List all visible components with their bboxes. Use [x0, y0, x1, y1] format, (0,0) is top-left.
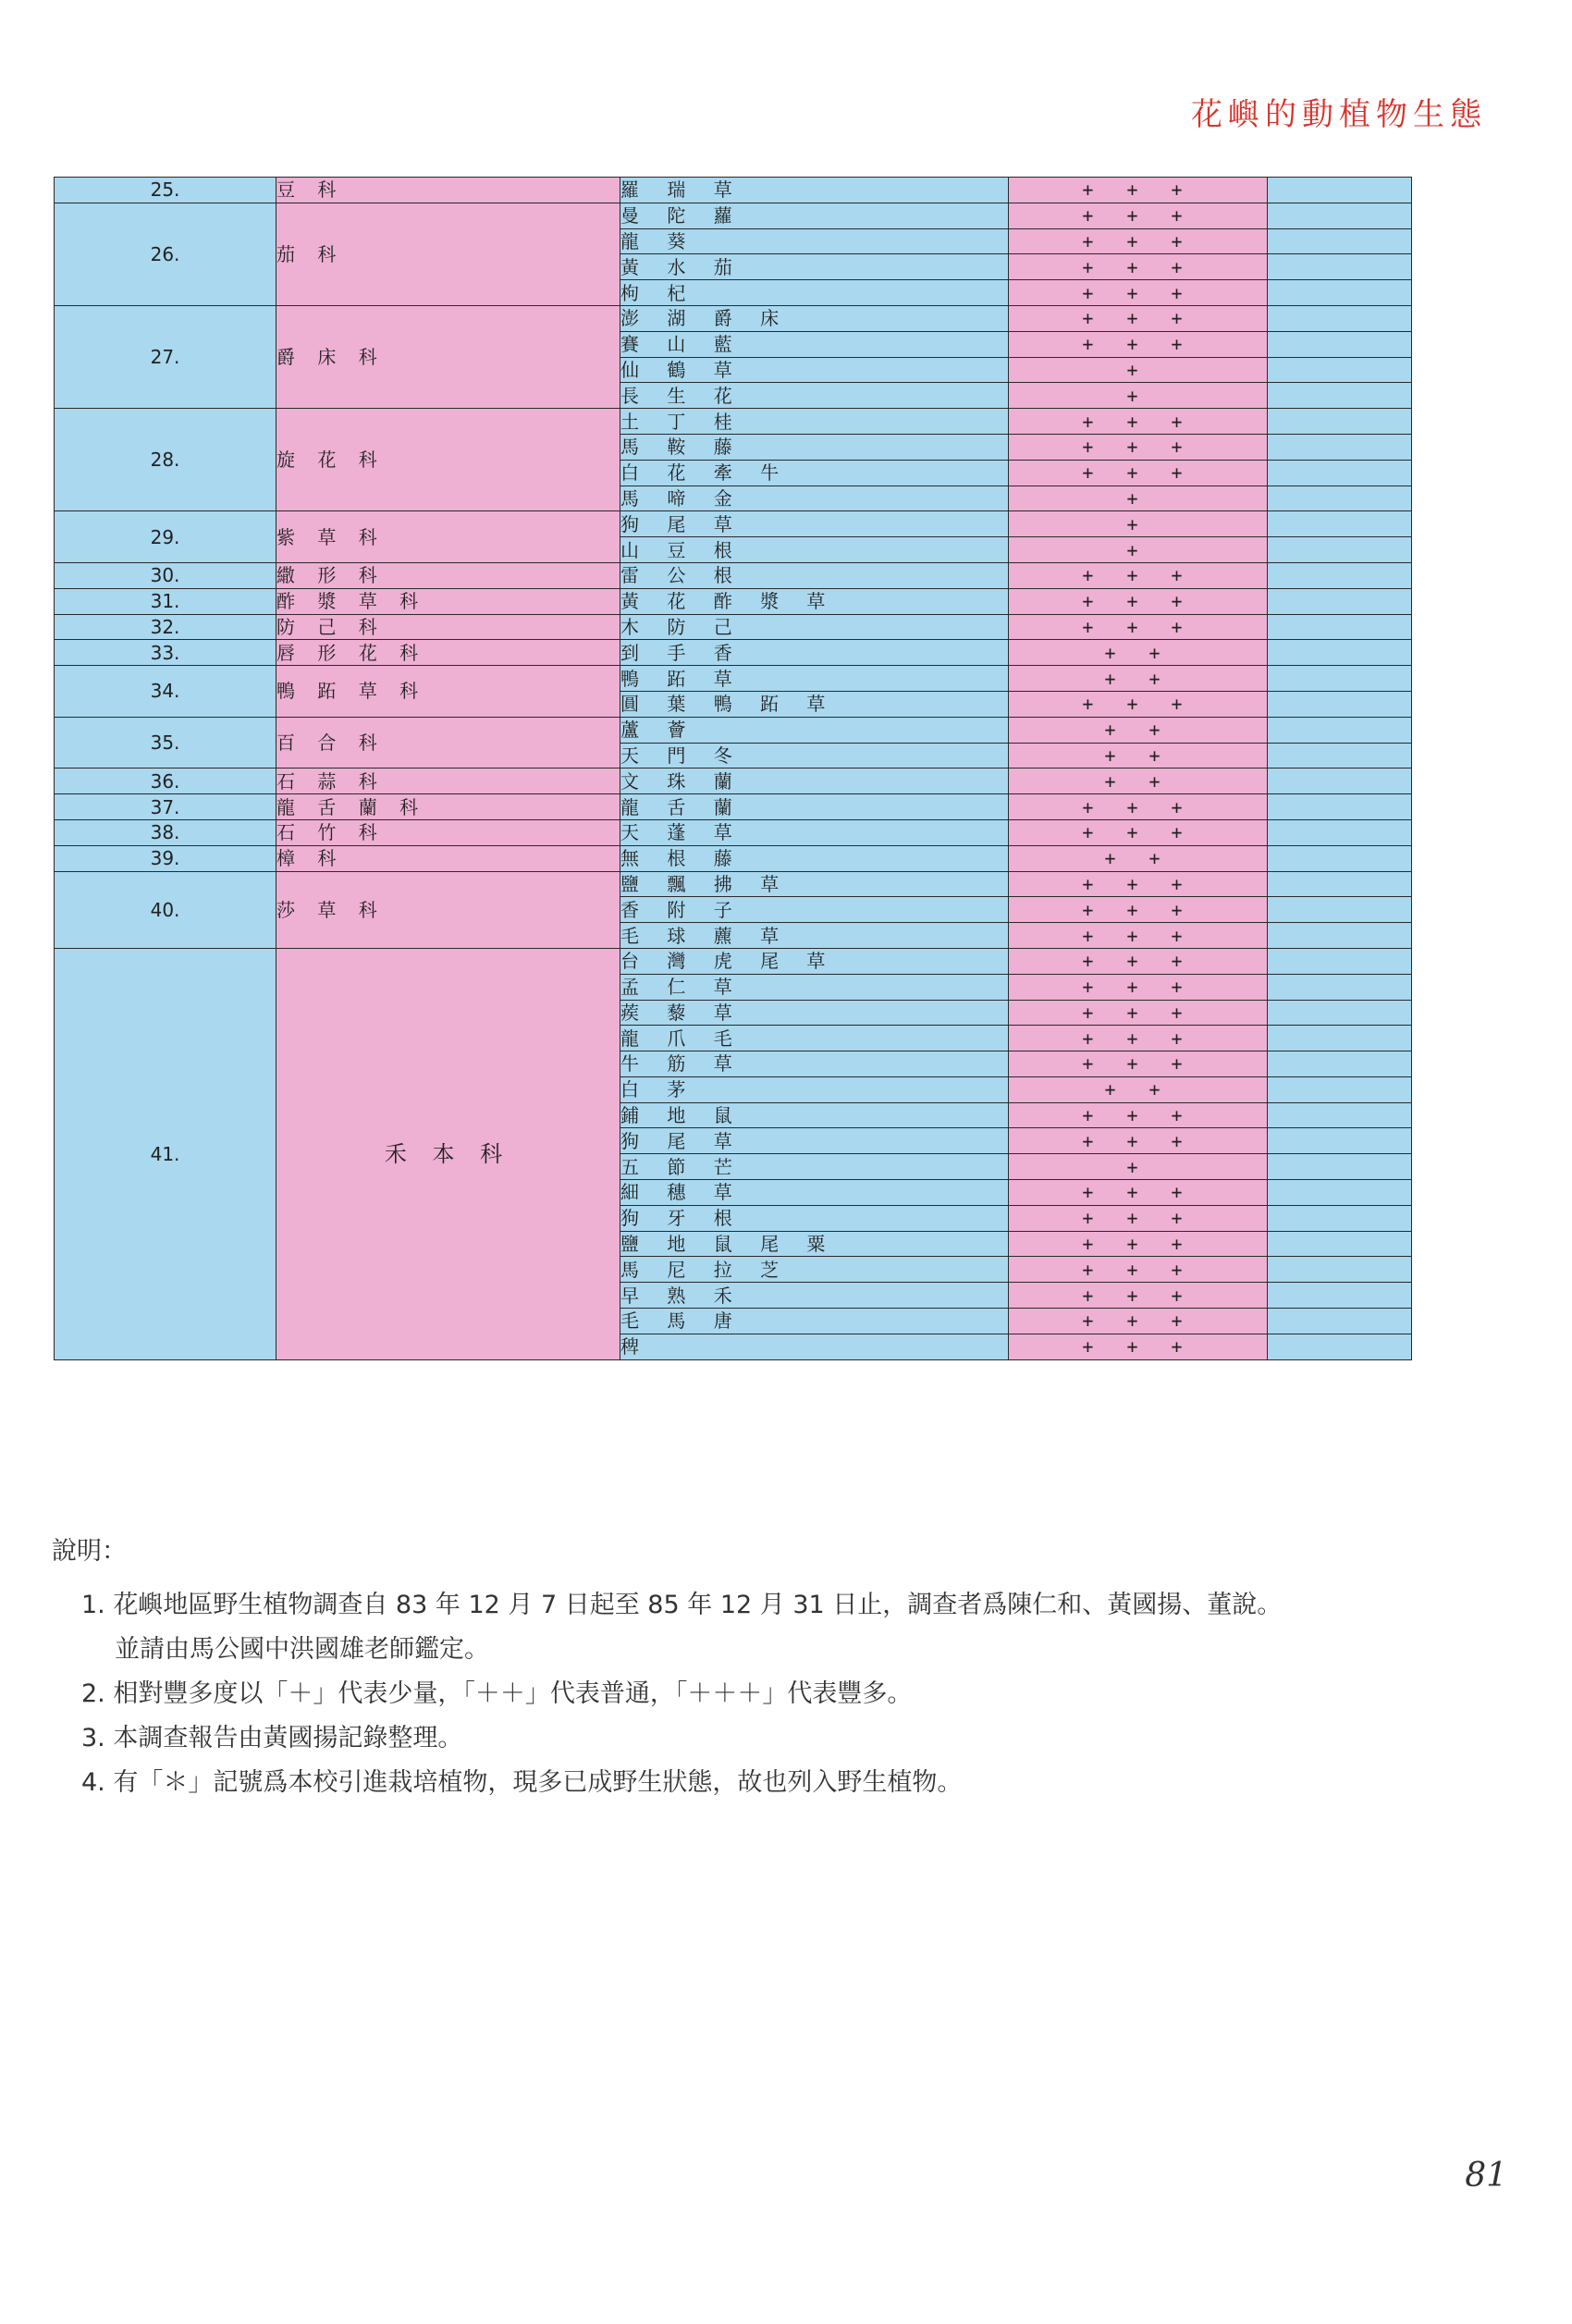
- abundance-cell: + + +: [1009, 897, 1268, 923]
- species-name-cell: 龍 葵: [620, 228, 1009, 254]
- abundance-cell: + + +: [1009, 588, 1268, 614]
- abundance-cell: + + +: [1009, 562, 1268, 588]
- remark-cell: [1268, 537, 1412, 563]
- species-name-cell: 馬 尼 拉 芝: [620, 1257, 1009, 1283]
- family-number-cell: 39.: [55, 845, 276, 871]
- note-item: 1. 花嶼地區野生植物調查自 83 年 12 月 7 日起至 85 年 12 月 31 日止，調查者爲陳仁和、黃國揚、董說。: [81, 1591, 1283, 1619]
- remark-cell: [1268, 743, 1412, 769]
- species-name-cell: 曼 陀 蘿: [620, 203, 1009, 228]
- species-name-cell: 長 生 花: [620, 383, 1009, 409]
- table-row: [55, 769, 1412, 794]
- note-item-continuation: 並請由馬公國中洪國雄老師鑑定。: [115, 1635, 489, 1664]
- abundance-cell: +: [1009, 1154, 1268, 1180]
- species-name-cell: 孟 仁 草: [620, 974, 1009, 1000]
- species-name-cell: 木 防 己: [620, 614, 1009, 640]
- abundance-cell: + + +: [1009, 974, 1268, 1000]
- family-number-cell: 33.: [55, 640, 276, 666]
- abundance-cell: + + +: [1009, 923, 1268, 949]
- remark-cell: [1268, 1257, 1412, 1283]
- family-number-cell: 40.: [55, 871, 276, 948]
- species-name-cell: 香 附 子: [620, 897, 1009, 923]
- abundance-cell: + + +: [1009, 1051, 1268, 1077]
- abundance-cell: +: [1009, 511, 1268, 537]
- species-name-cell: 枸 杞: [620, 280, 1009, 306]
- remark-cell: [1268, 691, 1412, 717]
- abundance-cell: + +: [1009, 717, 1268, 743]
- species-name-cell: 仙 鶴 草: [620, 357, 1009, 383]
- family-name-cell: 龍 舌 蘭 科: [276, 794, 620, 820]
- abundance-cell: + + +: [1009, 794, 1268, 820]
- species-name-cell: 鹽 飄 拂 草: [620, 871, 1009, 897]
- abundance-cell: + + +: [1009, 460, 1268, 486]
- remark-cell: [1268, 1102, 1412, 1128]
- species-name-cell: 馬 啼 金: [620, 486, 1009, 511]
- abundance-cell: + + +: [1009, 1205, 1268, 1231]
- species-name-cell: 蒺 藜 草: [620, 1000, 1009, 1026]
- remark-cell: [1268, 280, 1412, 306]
- abundance-cell: + + +: [1009, 1334, 1268, 1359]
- remark-cell: [1268, 1334, 1412, 1359]
- remark-cell: [1268, 794, 1412, 820]
- family-number-cell: 31.: [55, 588, 276, 614]
- species-name-cell: 龍 舌 蘭: [620, 794, 1009, 820]
- species-name-cell: 蘆 薈: [620, 717, 1009, 743]
- species-name-cell: 毛 馬 唐: [620, 1309, 1009, 1334]
- species-name-cell: 山 豆 根: [620, 537, 1009, 563]
- abundance-cell: + +: [1009, 769, 1268, 794]
- table-row: [55, 666, 1412, 692]
- remark-cell: [1268, 1026, 1412, 1051]
- species-name-cell: 狗 尾 草: [620, 511, 1009, 537]
- remark-cell: [1268, 331, 1412, 357]
- remark-cell: [1268, 588, 1412, 614]
- family-name-cell: 百 合 科: [276, 717, 620, 769]
- remark-cell: [1268, 434, 1412, 460]
- family-number-cell: 37.: [55, 794, 276, 820]
- abundance-cell: + + +: [1009, 228, 1268, 254]
- remark-cell: [1268, 1283, 1412, 1309]
- table-row: [55, 871, 1412, 897]
- family-name-cell: 爵 床 科: [276, 305, 620, 408]
- abundance-cell: + + +: [1009, 331, 1268, 357]
- table-row: [55, 305, 1412, 331]
- remark-cell: [1268, 409, 1412, 435]
- family-number-cell: 35.: [55, 717, 276, 769]
- family-name-cell: 酢 漿 草 科: [276, 588, 620, 614]
- remark-cell: [1268, 254, 1412, 280]
- species-name-cell: 到 手 香: [620, 640, 1009, 666]
- family-number-cell: 36.: [55, 769, 276, 794]
- remark-cell: [1268, 871, 1412, 897]
- table-row: [55, 819, 1412, 845]
- abundance-cell: + + +: [1009, 434, 1268, 460]
- abundance-cell: + + +: [1009, 203, 1268, 228]
- remark-cell: [1268, 897, 1412, 923]
- family-number-cell: 27.: [55, 305, 276, 408]
- table-row: [55, 409, 1412, 435]
- family-name-cell: 石 竹 科: [276, 819, 620, 845]
- remark-cell: [1268, 1000, 1412, 1026]
- family-number-cell: 38.: [55, 819, 276, 845]
- remark-cell: [1268, 1180, 1412, 1206]
- table-row: [55, 178, 1412, 203]
- species-name-cell: 台 灣 虎 尾 草: [620, 948, 1009, 974]
- table-row: [55, 562, 1412, 588]
- species-name-cell: 黃 水 茄: [620, 254, 1009, 280]
- species-name-cell: 羅 瑞 草: [620, 178, 1009, 203]
- note-item: 2. 相對豐多度以「＋」代表少量，「＋＋」代表普通，「＋＋＋」代表豐多。: [81, 1679, 913, 1708]
- table-row: [55, 511, 1412, 537]
- family-number-cell: 26.: [55, 203, 276, 305]
- species-name-cell: 文 珠 蘭: [620, 769, 1009, 794]
- table-row: [55, 203, 1412, 228]
- family-name-cell: 紫 草 科: [276, 511, 620, 563]
- family-number-cell: 30.: [55, 562, 276, 588]
- abundance-cell: + + +: [1009, 1026, 1268, 1051]
- remark-cell: [1268, 203, 1412, 228]
- remark-cell: [1268, 460, 1412, 486]
- abundance-cell: + +: [1009, 1076, 1268, 1102]
- abundance-cell: + + +: [1009, 1180, 1268, 1206]
- abundance-cell: + + +: [1009, 1102, 1268, 1128]
- remark-cell: [1268, 357, 1412, 383]
- remark-cell: [1268, 305, 1412, 331]
- family-number-cell: 29.: [55, 511, 276, 563]
- abundance-cell: + + +: [1009, 1257, 1268, 1283]
- abundance-cell: + + +: [1009, 614, 1268, 640]
- abundance-cell: + + +: [1009, 691, 1268, 717]
- abundance-cell: + + +: [1009, 1231, 1268, 1257]
- abundance-cell: + +: [1009, 743, 1268, 769]
- table-row: [55, 640, 1412, 666]
- note-item: 4. 有「＊」記號爲本校引進栽培植物，現多已成野生狀態，故也列入野生植物。: [81, 1768, 963, 1797]
- plant-survey-table: [54, 177, 1412, 1360]
- family-name-cell: 石 蒜 科: [276, 769, 620, 794]
- species-name-cell: 五 節 芒: [620, 1154, 1009, 1180]
- abundance-cell: + + +: [1009, 280, 1268, 306]
- species-name-cell: 毛 球 藨 草: [620, 923, 1009, 949]
- species-name-cell: 雷 公 根: [620, 562, 1009, 588]
- abundance-cell: +: [1009, 486, 1268, 511]
- species-name-cell: 稗: [620, 1334, 1009, 1359]
- abundance-cell: +: [1009, 383, 1268, 409]
- table-row: [55, 717, 1412, 743]
- notes-section: [52, 1531, 1282, 1805]
- remark-cell: [1268, 717, 1412, 743]
- family-name-cell: 唇 形 花 科: [276, 640, 620, 666]
- running-header-title: 花嶼的動植物生態: [1191, 96, 1487, 133]
- family-name-cell: 旋 花 科: [276, 409, 620, 511]
- remark-cell: [1268, 1154, 1412, 1180]
- species-name-cell: 細 穗 草: [620, 1180, 1009, 1206]
- table-row: [55, 845, 1412, 871]
- abundance-cell: + + +: [1009, 1309, 1268, 1334]
- family-name-cell: 鴨 跖 草 科: [276, 666, 620, 718]
- species-name-cell: 土 丁 桂: [620, 409, 1009, 435]
- species-name-cell: 狗 牙 根: [620, 1205, 1009, 1231]
- remark-cell: [1268, 383, 1412, 409]
- remark-cell: [1268, 178, 1412, 203]
- abundance-cell: +: [1009, 357, 1268, 383]
- remark-cell: [1268, 948, 1412, 974]
- remark-cell: [1268, 511, 1412, 537]
- species-name-cell: 賽 山 藍: [620, 331, 1009, 357]
- abundance-cell: + + +: [1009, 1283, 1268, 1309]
- abundance-cell: + + +: [1009, 948, 1268, 974]
- species-name-cell: 白 茅: [620, 1076, 1009, 1102]
- abundance-cell: + + +: [1009, 305, 1268, 331]
- abundance-cell: + + +: [1009, 871, 1268, 897]
- species-name-cell: 無 根 藤: [620, 845, 1009, 871]
- species-name-cell: 鴨 跖 草: [620, 666, 1009, 692]
- family-name-cell: 豆 科: [276, 178, 620, 203]
- abundance-cell: + + +: [1009, 178, 1268, 203]
- remark-cell: [1268, 1231, 1412, 1257]
- species-name-cell: 鋪 地 鼠: [620, 1102, 1009, 1128]
- remark-cell: [1268, 974, 1412, 1000]
- species-name-cell: 鹽 地 鼠 尾 粟: [620, 1231, 1009, 1257]
- family-name-cell: 防 己 科: [276, 614, 620, 640]
- species-name-cell: 黃 花 酢 漿 草: [620, 588, 1009, 614]
- table-row: [55, 948, 1412, 974]
- species-name-cell: 圓 葉 鴨 跖 草: [620, 691, 1009, 717]
- abundance-cell: + + +: [1009, 1128, 1268, 1154]
- note-item: 3. 本調查報告由黃國揚記錄整理。: [81, 1724, 463, 1752]
- table-row: [55, 794, 1412, 820]
- abundance-cell: + + +: [1009, 819, 1268, 845]
- remark-cell: [1268, 1309, 1412, 1334]
- table-row: [55, 614, 1412, 640]
- abundance-cell: + +: [1009, 666, 1268, 692]
- remark-cell: [1268, 1051, 1412, 1077]
- remark-cell: [1268, 228, 1412, 254]
- remark-cell: [1268, 845, 1412, 871]
- abundance-cell: + + +: [1009, 409, 1268, 435]
- species-name-cell: 狗 尾 草: [620, 1128, 1009, 1154]
- family-number-cell: 25.: [55, 178, 276, 203]
- species-name-cell: 天 蓬 草: [620, 819, 1009, 845]
- family-number-cell: 28.: [55, 409, 276, 511]
- abundance-cell: +: [1009, 537, 1268, 563]
- species-name-cell: 白 花 牽 牛: [620, 460, 1009, 486]
- remark-cell: [1268, 1076, 1412, 1102]
- remark-cell: [1268, 562, 1412, 588]
- remark-cell: [1268, 1205, 1412, 1231]
- abundance-cell: + +: [1009, 845, 1268, 871]
- species-name-cell: 澎 湖 爵 床: [620, 305, 1009, 331]
- family-number-cell: 34.: [55, 666, 276, 718]
- abundance-cell: + +: [1009, 640, 1268, 666]
- family-name-cell: 茄 科: [276, 203, 620, 305]
- species-name-cell: 早 熟 禾: [620, 1283, 1009, 1309]
- family-number-cell: 32.: [55, 614, 276, 640]
- remark-cell: [1268, 640, 1412, 666]
- family-name-cell: 禾 本 科: [276, 948, 620, 1359]
- species-name-cell: 馬 鞍 藤: [620, 434, 1009, 460]
- remark-cell: [1268, 923, 1412, 949]
- species-name-cell: 天 門 冬: [620, 743, 1009, 769]
- species-name-cell: 牛 筋 草: [620, 1051, 1009, 1077]
- family-name-cell: 莎 草 科: [276, 871, 620, 948]
- remark-cell: [1268, 486, 1412, 511]
- family-name-cell: 樟 科: [276, 845, 620, 871]
- remark-cell: [1268, 614, 1412, 640]
- remark-cell: [1268, 819, 1412, 845]
- remark-cell: [1268, 666, 1412, 692]
- page-number: 81: [1465, 2157, 1507, 2195]
- abundance-cell: + + +: [1009, 1000, 1268, 1026]
- remark-cell: [1268, 1128, 1412, 1154]
- remark-cell: [1268, 769, 1412, 794]
- species-name-cell: 龍 爪 毛: [620, 1026, 1009, 1051]
- abundance-cell: + + +: [1009, 254, 1268, 280]
- family-name-cell: 繖 形 科: [276, 562, 620, 588]
- table-row: [55, 588, 1412, 614]
- notes-title: 說明：: [52, 1537, 127, 1566]
- family-number-cell: 41.: [55, 948, 276, 1359]
